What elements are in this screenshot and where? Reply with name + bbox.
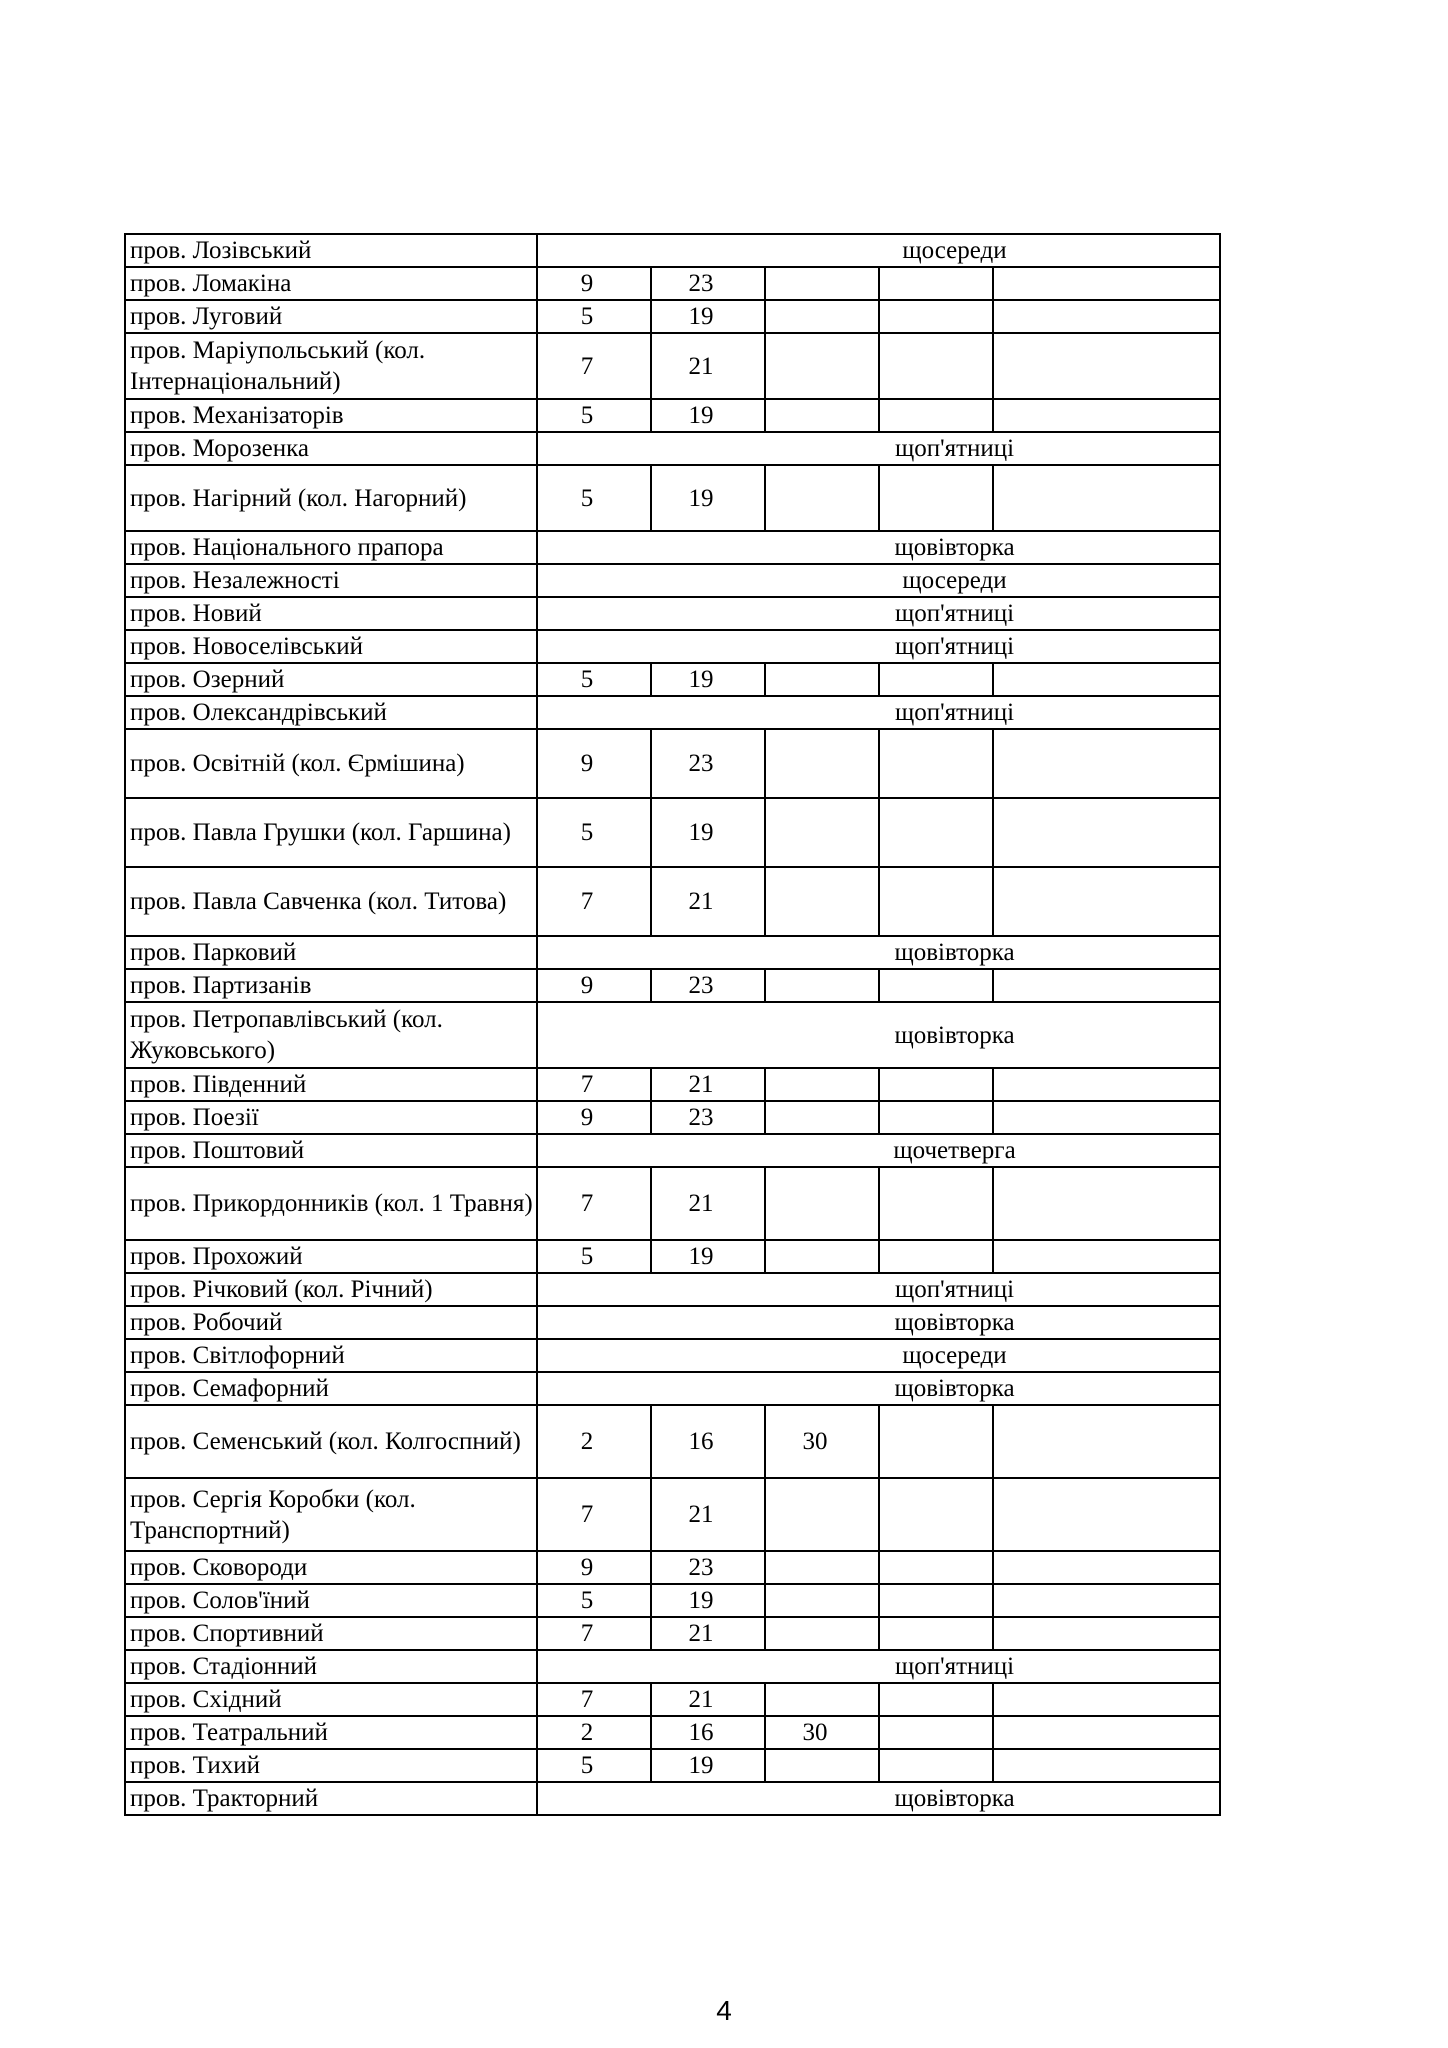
- table-row: [125, 1372, 1220, 1405]
- street-name-cell: пров. Стадіонний: [125, 1650, 537, 1683]
- street-name-cell: пров. Партизанів: [125, 969, 537, 1002]
- street-name-cell: пров. Театральний: [125, 1716, 537, 1749]
- day-cell: 9: [537, 969, 651, 1002]
- day-cell: [879, 1101, 993, 1134]
- day-cell: 5: [537, 300, 651, 333]
- table-row: [125, 1273, 1220, 1306]
- table-row: [125, 1478, 1220, 1551]
- street-name-cell: пров. Південний: [125, 1068, 537, 1101]
- day-cell: 21: [651, 1478, 765, 1551]
- day-cell: [993, 867, 1220, 936]
- schedule-note-cell: щовівторка: [537, 1782, 1220, 1815]
- schedule-note-cell: щоп'ятниці: [537, 1650, 1220, 1683]
- table-row: [125, 267, 1220, 300]
- day-cell: 7: [537, 1683, 651, 1716]
- table-row: [125, 1240, 1220, 1273]
- day-cell: [765, 267, 879, 300]
- day-cell: [879, 1584, 993, 1617]
- day-cell: [765, 798, 879, 867]
- day-cell: 7: [537, 1068, 651, 1101]
- day-cell: [879, 1167, 993, 1240]
- street-name-cell: пров. Семафорний: [125, 1372, 537, 1405]
- table-row: [125, 663, 1220, 696]
- day-cell: 5: [537, 663, 651, 696]
- day-cell: 5: [537, 465, 651, 531]
- street-name-cell: пров. Морозенка: [125, 432, 537, 465]
- street-name-cell: пров. Прохожий: [125, 1240, 537, 1273]
- day-cell: [879, 969, 993, 1002]
- table-row: [125, 696, 1220, 729]
- street-name-cell: пров. Східний: [125, 1683, 537, 1716]
- day-cell: [993, 1584, 1220, 1617]
- day-cell: [765, 1101, 879, 1134]
- table-row: [125, 1716, 1220, 1749]
- day-cell: 5: [537, 1240, 651, 1273]
- table-row: [125, 597, 1220, 630]
- day-cell: [765, 1551, 879, 1584]
- street-name-cell: пров. Нагірний (кол. Нагорний): [125, 465, 537, 531]
- day-cell: [879, 300, 993, 333]
- day-cell: 7: [537, 1478, 651, 1551]
- day-cell: 21: [651, 1683, 765, 1716]
- day-cell: [879, 1716, 993, 1749]
- table-row: [125, 234, 1220, 267]
- day-cell: [993, 1478, 1220, 1551]
- day-cell: [879, 465, 993, 531]
- day-cell: 21: [651, 1617, 765, 1650]
- schedule-note-cell: щоп'ятниці: [537, 432, 1220, 465]
- table-row: [125, 1584, 1220, 1617]
- day-cell: [993, 399, 1220, 432]
- day-cell: 19: [651, 798, 765, 867]
- day-cell: 7: [537, 1167, 651, 1240]
- day-cell: 9: [537, 267, 651, 300]
- day-cell: [765, 1167, 879, 1240]
- table-row: [125, 798, 1220, 867]
- table-row: [125, 1134, 1220, 1167]
- table-row: [125, 531, 1220, 564]
- street-name-cell: пров. Річковий (кол. Річний): [125, 1273, 537, 1306]
- day-cell: 9: [537, 1101, 651, 1134]
- schedule-note-cell: щовівторка: [537, 531, 1220, 564]
- street-name-cell: пров. Петропавлівський (кол. Жуковського): [125, 1002, 537, 1068]
- street-name-cell: пров. Олександрівський: [125, 696, 537, 729]
- street-name-cell: пров. Семенський (кол. Колгоспний): [125, 1405, 537, 1478]
- street-name-cell: пров. Тихий: [125, 1749, 537, 1782]
- street-name-cell: пров. Освітній (кол. Єрмішина): [125, 729, 537, 798]
- table-row: [125, 630, 1220, 663]
- day-cell: 23: [651, 267, 765, 300]
- schedule-note-cell: щочетверга: [537, 1134, 1220, 1167]
- table-row: [125, 936, 1220, 969]
- table-row: [125, 1339, 1220, 1372]
- day-cell: [993, 1683, 1220, 1716]
- day-cell: [993, 465, 1220, 531]
- day-cell: 2: [537, 1716, 651, 1749]
- day-cell: 2: [537, 1405, 651, 1478]
- day-cell: [765, 867, 879, 936]
- street-name-cell: пров. Сковороди: [125, 1551, 537, 1584]
- day-cell: 30: [765, 1405, 879, 1478]
- table-row: [125, 564, 1220, 597]
- street-name-cell: пров. Механізаторів: [125, 399, 537, 432]
- schedule-note-cell: щоп'ятниці: [537, 696, 1220, 729]
- day-cell: [993, 798, 1220, 867]
- street-name-cell: пров. Павла Грушки (кол. Гаршина): [125, 798, 537, 867]
- day-cell: [765, 1584, 879, 1617]
- day-cell: 5: [537, 399, 651, 432]
- day-cell: [879, 1405, 993, 1478]
- day-cell: [993, 1749, 1220, 1782]
- day-cell: [879, 1749, 993, 1782]
- day-cell: [765, 729, 879, 798]
- day-cell: [993, 1240, 1220, 1273]
- day-cell: 7: [537, 333, 651, 399]
- day-cell: [765, 1683, 879, 1716]
- day-cell: [993, 663, 1220, 696]
- day-cell: [879, 729, 993, 798]
- day-cell: [765, 1478, 879, 1551]
- street-name-cell: пров. Робочий: [125, 1306, 537, 1339]
- day-cell: 5: [537, 798, 651, 867]
- table-body: [125, 234, 1220, 1815]
- day-cell: [879, 867, 993, 936]
- street-name-cell: пров. Новий: [125, 597, 537, 630]
- day-cell: [765, 300, 879, 333]
- day-cell: [765, 333, 879, 399]
- day-cell: [879, 798, 993, 867]
- schedule-note-cell: щовівторка: [537, 1306, 1220, 1339]
- day-cell: [993, 1101, 1220, 1134]
- table-row: [125, 333, 1220, 399]
- day-cell: [993, 1551, 1220, 1584]
- street-name-cell: пров. Новоселівський: [125, 630, 537, 663]
- street-name-cell: пров. Сергія Коробки (кол. Транспортний): [125, 1478, 537, 1551]
- street-name-cell: пров. Луговий: [125, 300, 537, 333]
- day-cell: 9: [537, 1551, 651, 1584]
- day-cell: 5: [537, 1749, 651, 1782]
- day-cell: [879, 1551, 993, 1584]
- street-name-cell: пров. Солов'їний: [125, 1584, 537, 1617]
- day-cell: [765, 399, 879, 432]
- table-row: [125, 1167, 1220, 1240]
- day-cell: 23: [651, 969, 765, 1002]
- day-cell: [993, 729, 1220, 798]
- table-row: [125, 1068, 1220, 1101]
- schedule-table: [124, 233, 1221, 1816]
- day-cell: [765, 1749, 879, 1782]
- day-cell: [765, 663, 879, 696]
- table-row: [125, 1405, 1220, 1478]
- day-cell: 23: [651, 729, 765, 798]
- schedule-note-cell: щовівторка: [537, 1372, 1220, 1405]
- day-cell: 19: [651, 1584, 765, 1617]
- day-cell: 30: [765, 1716, 879, 1749]
- schedule-note-cell: щосереди: [537, 564, 1220, 597]
- table-row: [125, 1683, 1220, 1716]
- schedule-note-cell: щоп'ятниці: [537, 1273, 1220, 1306]
- schedule-note-cell: щоп'ятниці: [537, 597, 1220, 630]
- day-cell: [879, 1683, 993, 1716]
- table-row: [125, 432, 1220, 465]
- day-cell: [993, 1716, 1220, 1749]
- day-cell: [879, 399, 993, 432]
- day-cell: 19: [651, 1240, 765, 1273]
- table-row: [125, 1782, 1220, 1815]
- day-cell: 7: [537, 867, 651, 936]
- day-cell: 19: [651, 465, 765, 531]
- street-name-cell: пров. Павла Савченка (кол. Титова): [125, 867, 537, 936]
- day-cell: 21: [651, 333, 765, 399]
- table-row: [125, 399, 1220, 432]
- table-row: [125, 729, 1220, 798]
- table-row: [125, 1002, 1220, 1068]
- day-cell: [879, 1478, 993, 1551]
- day-cell: [993, 1167, 1220, 1240]
- table-row: [125, 969, 1220, 1002]
- day-cell: 23: [651, 1101, 765, 1134]
- schedule-note-cell: щовівторка: [537, 1002, 1220, 1068]
- day-cell: 7: [537, 1617, 651, 1650]
- day-cell: [993, 1405, 1220, 1478]
- street-name-cell: пров. Незалежності: [125, 564, 537, 597]
- street-name-cell: пров. Маріупольський (кол. Інтернаціональний): [125, 333, 537, 399]
- day-cell: [765, 1068, 879, 1101]
- day-cell: [993, 300, 1220, 333]
- schedule-note-cell: щоп'ятниці: [537, 630, 1220, 663]
- day-cell: [879, 1240, 993, 1273]
- table-row: [125, 1101, 1220, 1134]
- table-row: [125, 1617, 1220, 1650]
- day-cell: [993, 1068, 1220, 1101]
- day-cell: [765, 465, 879, 531]
- day-cell: 21: [651, 1068, 765, 1101]
- street-name-cell: пров. Національного прапора: [125, 531, 537, 564]
- day-cell: [879, 333, 993, 399]
- street-name-cell: пров. Поштовий: [125, 1134, 537, 1167]
- street-name-cell: пров. Світлофорний: [125, 1339, 537, 1372]
- day-cell: [993, 333, 1220, 399]
- day-cell: [993, 267, 1220, 300]
- schedule-note-cell: щовівторка: [537, 936, 1220, 969]
- schedule-note-cell: щосереди: [537, 1339, 1220, 1372]
- table-row: [125, 867, 1220, 936]
- day-cell: 16: [651, 1716, 765, 1749]
- day-cell: [765, 1617, 879, 1650]
- day-cell: 23: [651, 1551, 765, 1584]
- table-row: [125, 1306, 1220, 1339]
- day-cell: [765, 1240, 879, 1273]
- street-name-cell: пров. Спортивний: [125, 1617, 537, 1650]
- day-cell: [879, 1617, 993, 1650]
- street-name-cell: пров. Ломакіна: [125, 267, 537, 300]
- street-name-cell: пров. Парковий: [125, 936, 537, 969]
- table-row: [125, 300, 1220, 333]
- day-cell: 19: [651, 663, 765, 696]
- table-row: [125, 1650, 1220, 1683]
- day-cell: 19: [651, 1749, 765, 1782]
- table-row: [125, 1749, 1220, 1782]
- day-cell: [765, 969, 879, 1002]
- street-name-cell: пров. Тракторний: [125, 1782, 537, 1815]
- day-cell: 9: [537, 729, 651, 798]
- day-cell: [993, 969, 1220, 1002]
- day-cell: 21: [651, 867, 765, 936]
- day-cell: [993, 1617, 1220, 1650]
- day-cell: 19: [651, 399, 765, 432]
- table-row: [125, 465, 1220, 531]
- day-cell: 21: [651, 1167, 765, 1240]
- day-cell: 5: [537, 1584, 651, 1617]
- day-cell: [879, 663, 993, 696]
- day-cell: 19: [651, 300, 765, 333]
- schedule-note-cell: щосереди: [537, 234, 1220, 267]
- street-name-cell: пров. Лозівський: [125, 234, 537, 267]
- day-cell: [879, 267, 993, 300]
- street-name-cell: пров. Поезії: [125, 1101, 537, 1134]
- street-name-cell: пров. Озерний: [125, 663, 537, 696]
- page-number: 4: [716, 1995, 732, 2026]
- street-name-cell: пров. Прикордонників (кол. 1 Травня): [125, 1167, 537, 1240]
- day-cell: 16: [651, 1405, 765, 1478]
- table-row: [125, 1551, 1220, 1584]
- day-cell: [879, 1068, 993, 1101]
